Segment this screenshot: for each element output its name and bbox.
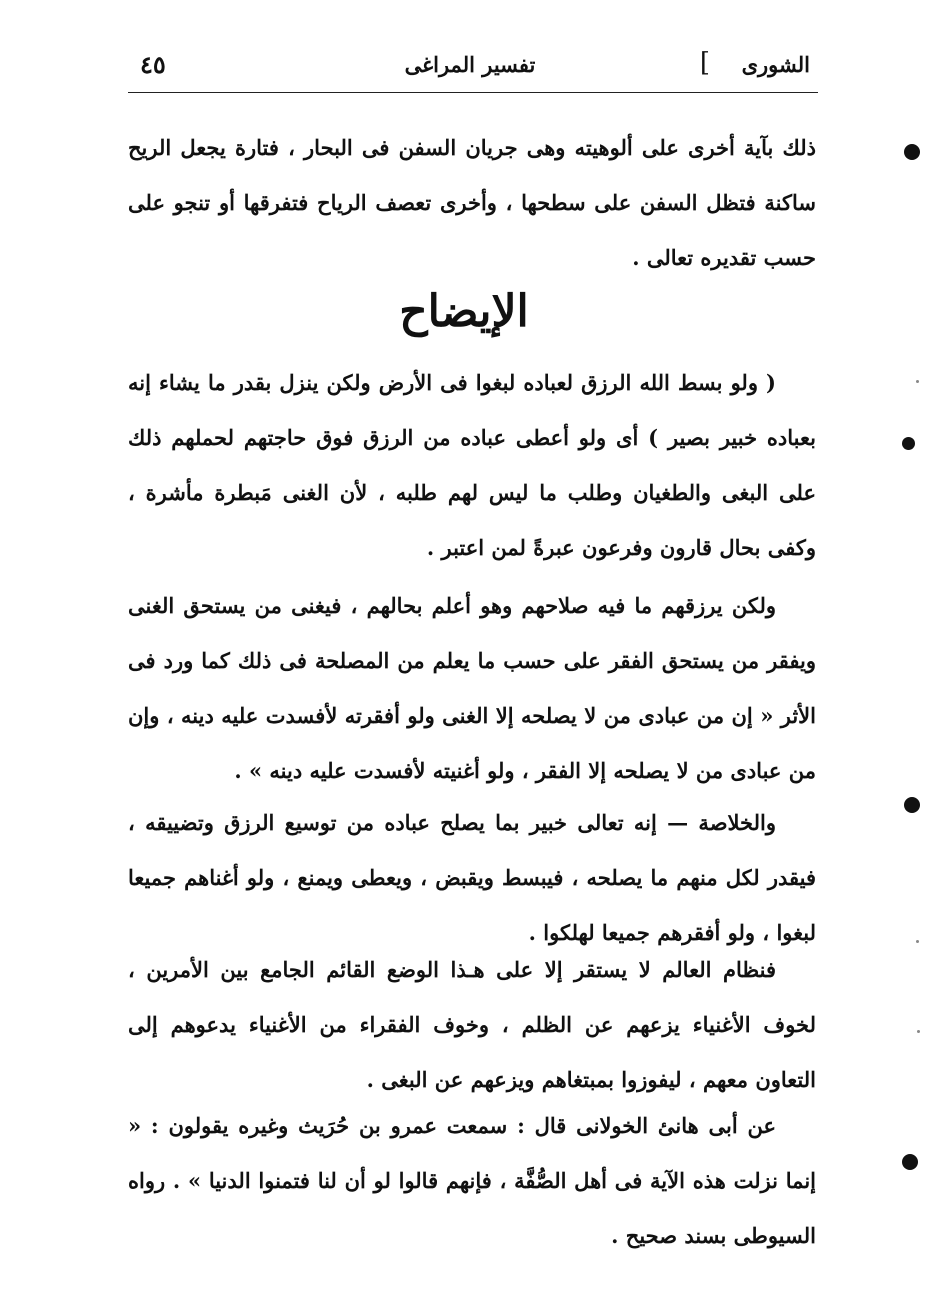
section-heading: الإيضاح bbox=[399, 286, 529, 337]
book-title: تفسير المراغى bbox=[404, 52, 536, 77]
header-bracket: ] bbox=[699, 48, 710, 78]
speck bbox=[916, 940, 919, 943]
paragraph-provision: ولكن يرزقهم ما فيه صلاحهم وهو أعلم بحالهم ، فيغنى من يستحق الغنى ويفقر من يستحق الفقر على حسب ما يعلم من المصلحة فى ذلك كما ورد فى الأثر « إن من عبادى من لا يصلحه إلا الغنى ولو أفقرته لأفسدت عليه دينه ، وإن من عبادى من لا يصلحه إلا الفقر ، ولو أغنيته لأفسدت عليه دينه » . bbox=[128, 593, 816, 783]
chapter-name: الشورى bbox=[741, 52, 810, 77]
page-number: ٤٥ bbox=[140, 50, 166, 79]
paragraph-world-order: فنظام العالم لا يستقر إلا على هـذا الوضع القائم الجامع بين الأمرين ، لخوف الأغنياء يزعهم عن الظلم ، وخوف الفقراء من الأغنياء يدعوهم إلى التعاون معهم ، ليفوزوا بمبتغاهم ويزعهم عن البغى . bbox=[128, 957, 816, 1092]
ink-blot bbox=[904, 144, 920, 160]
speck bbox=[917, 1030, 920, 1033]
ink-blot bbox=[904, 797, 920, 813]
paragraph-summary: والخلاصة — إنه تعالى خبير بما يصلح عباده من توسيع الرزق وتضييقه ، فيقدر لكل منهم ما يصلحه ، فيبسط ويقبض ، ويعطى ويمنع ، ولو أغناهم جميعا لبغوا ، ولو أفقرهم جميعا لهلكوا . bbox=[128, 810, 816, 945]
header-divider bbox=[128, 92, 818, 93]
ink-blot bbox=[902, 437, 915, 450]
paragraph-verse-explanation: ( ولو بسط الله الرزق لعباده لبغوا فى الأرض ولكن ينزل بقدر ما يشاء إنه بعباده خبير بصير ) أى ولو أعطى عباده من الرزق فوق حاجتهم لحملهم ذلك على البغى والطغيان وطلب ما ليس لهم طلبه ، لأن الغنى مَبطرة مأشرة ، وكفى بحال قارون وفرعون عبرةً لمن اعتبر . bbox=[128, 370, 816, 560]
speck bbox=[916, 380, 919, 383]
paragraph-hadith: عن أبى هانئ الخولانى قال : سمعت عمرو بن حُرَيث وغيره يقولون : « إنما نزلت هذه الآية فى أهل الصُّفَّة ، فإنهم قالوا لو أن لنا فتمنوا الدنيا » . رواه السيوطى بسند صحيح . bbox=[128, 1113, 816, 1248]
running-header bbox=[130, 48, 810, 88]
paragraph-intro: ذلك بآية أخرى على ألوهيته وهى جريان السفن فى البحار ، فتارة يجعل الريح ساكنة فتظل السفن على سطحها ، وأخرى تعصف الرياح فتفرقها أو تنجو على حسب تقديره تعالى . bbox=[128, 135, 816, 270]
ink-blot bbox=[902, 1154, 918, 1170]
